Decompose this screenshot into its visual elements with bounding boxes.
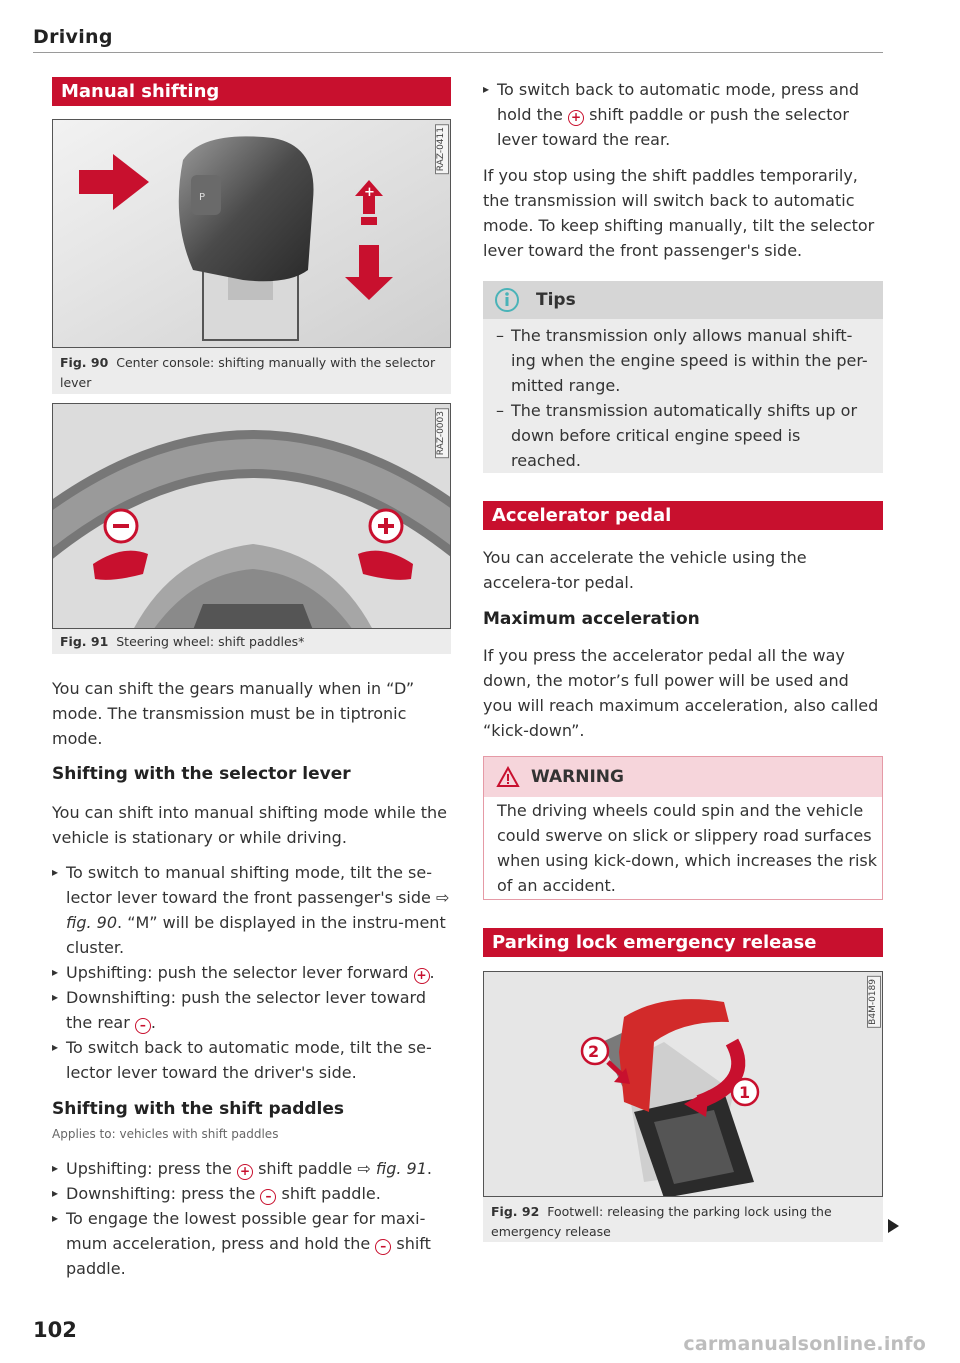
heading-maximum-acceleration: Maximum acceleration	[483, 609, 700, 629]
tips-title: Tips	[536, 290, 576, 310]
dash-marker: –	[496, 326, 504, 345]
tip-text: The transmission only allows manual shift-ing when the engine speed is within the per-mitted range.	[511, 326, 868, 395]
list-item	[483, 323, 875, 398]
figure-code: RAZ-0411	[435, 124, 449, 174]
bullet-text: To switch back to automatic mode, press and hold the	[497, 80, 859, 124]
figure-92-image	[483, 971, 883, 1197]
minus-circle-icon: –	[135, 1018, 151, 1034]
figure-91-caption	[52, 629, 451, 654]
bullet-text: shift paddle	[258, 1159, 353, 1178]
minus-circle-icon: –	[260, 1189, 276, 1205]
list-item	[52, 1206, 451, 1281]
watermark: carmanualsonline.info	[683, 1333, 926, 1355]
bullet-text: To switch back to automatic mode, tilt the se-lector lever toward the driver's side.	[66, 1038, 432, 1082]
heading-selector-lever: Shifting with the selector lever	[52, 764, 351, 784]
figure-91-image	[52, 403, 451, 629]
continue-arrow-icon	[888, 1219, 899, 1233]
header-rule	[33, 52, 883, 53]
warning-triangle-icon	[496, 766, 520, 788]
figure-label: Fig. 92	[491, 1204, 540, 1219]
plus-circle-icon: +	[237, 1164, 253, 1180]
marker-1: 1	[739, 1083, 751, 1102]
section-title-parking-lock: Parking lock emergency release	[483, 928, 883, 957]
list-item	[483, 398, 875, 473]
section-title-manual-shifting: Manual shifting	[52, 77, 451, 106]
warning-header	[484, 757, 882, 797]
section-title-accelerator-pedal: Accelerator pedal	[483, 501, 883, 530]
plus-circle-icon: +	[568, 110, 584, 126]
section-header: Driving	[33, 26, 113, 48]
page-number: 102	[33, 1318, 77, 1342]
tips-box	[483, 281, 883, 473]
tips-list	[483, 323, 875, 473]
figure-90-caption	[52, 348, 451, 394]
figure-reference[interactable]: ⇨ fig. 90	[66, 888, 450, 932]
figure-code: RAZ-0003	[435, 408, 449, 458]
bullet-text: . “M” will be displayed in the instru-ment cluster.	[66, 913, 446, 957]
figure-caption-text: Footwell: releasing the parking lock using the emergency release	[491, 1204, 832, 1239]
max-acceleration-paragraph: If you press the accelerator pedal all the way down, the motor’s full power will be used and you will reach maximum acceleration, also called “kick-down”.	[483, 646, 879, 740]
list-item: ▸ Downshifting: push the selector lever toward the rear – .	[52, 985, 451, 1035]
selector-bullets	[52, 860, 451, 1085]
warning-title: WARNING	[531, 767, 624, 787]
bullet-text: Upshifting: push the selector lever forward	[66, 963, 409, 982]
bullet-text: Upshifting: press the	[66, 1159, 232, 1178]
plus-circle-icon: +	[414, 968, 430, 984]
bullet-text: shift paddle.	[281, 1184, 381, 1203]
tips-header	[483, 281, 883, 319]
figure-label: Fig. 90	[60, 355, 109, 370]
list-item	[52, 1035, 451, 1085]
selector-paragraph: You can shift into manual shifting mode while the vehicle is stationary or while driving.	[52, 803, 448, 847]
bullet-text: shift paddle or push the selector lever toward the rear.	[497, 105, 849, 149]
figure-label: Fig. 91	[60, 634, 109, 649]
list-item	[52, 860, 451, 960]
heading-shift-paddles: Shifting with the shift paddles	[52, 1099, 345, 1119]
bullet-text: Downshifting: push the selector lever toward the rear	[66, 988, 426, 1032]
warning-box	[483, 756, 883, 900]
bullet-text: shift paddle.	[66, 1234, 431, 1278]
figure-reference[interactable]: ⇨ fig. 91	[357, 1159, 427, 1178]
dash-marker: –	[496, 401, 504, 420]
accelerator-paragraph: You can accelerate the vehicle using the accelera-tor pedal.	[483, 548, 807, 592]
paddles-paragraph: If you stop using the shift paddles temporarily, the transmission will switch back to automatic mode. To keep shifting manually, tilt the selector lever toward the front passenger's side.	[483, 166, 875, 260]
bullet-text: To switch to manual shifting mode, tilt the se-lector lever toward the front passenger's side	[66, 863, 432, 907]
figure-92-caption	[483, 1197, 883, 1242]
tip-text: The transmission automatically shifts up or down before critical engine speed is reached.	[511, 401, 858, 470]
bullet-text: To engage the lowest possible gear for maxi-mum acceleration, press and hold the	[66, 1209, 426, 1253]
bullet-text: Downshifting: press the	[66, 1184, 256, 1203]
list-item: ▸ Upshifting: press the + shift paddle ⇨ fig. 91.	[52, 1156, 451, 1181]
parking-lock-illustration	[484, 972, 883, 1197]
list-item	[52, 1181, 451, 1206]
info-icon	[494, 287, 520, 313]
continued-bullet	[483, 77, 883, 152]
figure-caption-text: Steering wheel: shift paddles*	[116, 634, 305, 649]
minus-circle-icon: –	[375, 1239, 391, 1255]
svg-text:+: +	[364, 185, 375, 200]
applies-note: Applies to: vehicles with shift paddles	[52, 1127, 279, 1141]
figure-90-image	[52, 119, 451, 348]
gear-letter: P	[199, 192, 206, 203]
figure-code: B4M-0189	[867, 976, 881, 1028]
figure-caption-text: Center console: shifting manually with the selector lever	[60, 355, 436, 390]
paddle-bullets	[52, 1156, 451, 1281]
list-item: ▸ Upshifting: push the selector lever forward + .	[52, 960, 451, 985]
intro-paragraph: You can shift the gears manually when in “D” mode. The transmission must be in tiptronic mode.	[52, 679, 415, 748]
steering-wheel-illustration	[53, 404, 451, 629]
warning-text: The driving wheels could spin and the vehicle could swerve on slick or slippery road surfaces when using kick-down, which increases the risk of an accident.	[497, 801, 878, 895]
selector-lever-illustration	[53, 120, 451, 348]
marker-2: 2	[588, 1042, 600, 1061]
list-item	[483, 77, 883, 152]
